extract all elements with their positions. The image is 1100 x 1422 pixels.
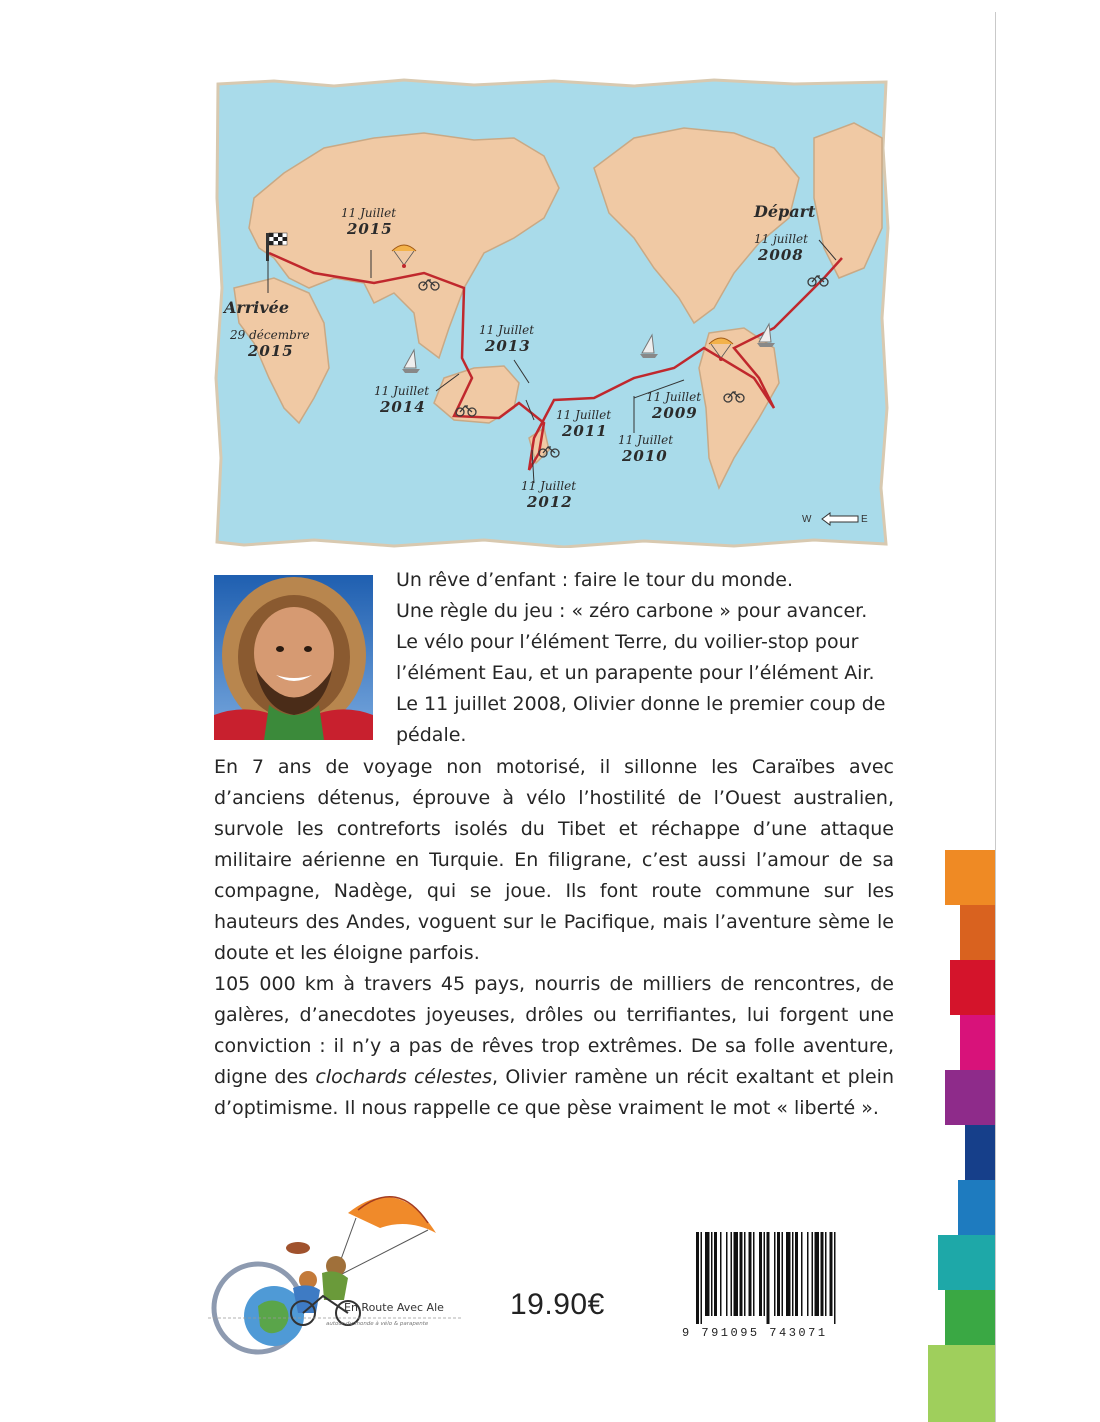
logo-tagline: autour du monde à vélo & parapente bbox=[326, 1321, 429, 1327]
barcode-bar bbox=[714, 1232, 717, 1316]
barcode-bar bbox=[701, 1232, 703, 1324]
barcode-bar bbox=[726, 1232, 728, 1316]
intro-line: Le 11 juillet 2008, Olivier donne le premier coup de pédale. bbox=[396, 693, 886, 746]
color-tab bbox=[960, 1015, 995, 1070]
barcode-bar bbox=[786, 1232, 791, 1316]
color-tab bbox=[950, 960, 995, 1015]
compass-e-label: E bbox=[861, 514, 868, 525]
map-label-2010: 11 Juillet 2010 bbox=[618, 433, 674, 465]
barcode-bar bbox=[767, 1232, 770, 1324]
barcode-bar bbox=[821, 1232, 824, 1316]
barcode-bar bbox=[720, 1232, 722, 1316]
barcode-bar bbox=[705, 1232, 710, 1316]
map-svg bbox=[214, 78, 890, 548]
color-tab bbox=[945, 1290, 995, 1345]
map-label-arrivee: Arrivée bbox=[224, 298, 290, 317]
book-reference-italic: clochards célestes bbox=[315, 1066, 492, 1088]
map-label-2011: 11 Juillet 2011 bbox=[556, 408, 612, 440]
author-photo bbox=[214, 575, 373, 740]
synopsis-text-part: 105 000 km à travers 45 pays, nourris de milliers de rencontres, de galères, d’anecdotes joyeuses, drôles ou terrifiantes, lui forgent une conviction : il n’y a pas de rêves trop extrêmes. De sa folle aventure, digne des bbox=[214, 973, 894, 1088]
barcode-bar bbox=[812, 1232, 814, 1316]
publisher-logo bbox=[208, 1178, 478, 1362]
barcode-bar bbox=[744, 1232, 746, 1316]
barcode-digits: 9 791095 743071 bbox=[682, 1326, 828, 1340]
world-map bbox=[214, 78, 890, 548]
map-label-arrivee-date: 29 décembre 2015 bbox=[230, 328, 310, 360]
map-label-2013: 11 Juillet 2013 bbox=[479, 323, 535, 355]
barcode-bar bbox=[731, 1232, 733, 1316]
map-label-2012: 11 Juillet 2012 bbox=[521, 479, 577, 511]
color-tab bbox=[938, 1235, 995, 1290]
color-tab bbox=[960, 905, 995, 960]
barcode-bar bbox=[815, 1232, 820, 1316]
barcode-bar bbox=[753, 1232, 755, 1316]
barcode-bar bbox=[734, 1232, 739, 1316]
barcode-bar bbox=[740, 1232, 743, 1316]
synopsis-paragraph-2 bbox=[214, 969, 894, 1124]
map-label-2014: 11 Juillet 2014 bbox=[374, 384, 430, 416]
barcode-bar bbox=[792, 1232, 794, 1316]
barcode-bar bbox=[759, 1232, 762, 1316]
price: 19.90€ bbox=[510, 1288, 605, 1321]
barcode-bar bbox=[801, 1232, 803, 1316]
intro-line: Le vélo pour l’élément Terre, du voilier-stop pour l’élément Eau, et un parapente pour l’élément Air. bbox=[396, 631, 875, 684]
map-label-depart-date: 11 juillet 2008 bbox=[754, 232, 808, 264]
color-tab bbox=[965, 1125, 995, 1180]
barcode-bar bbox=[777, 1232, 780, 1316]
barcode-bar bbox=[749, 1232, 752, 1316]
intro-line: Une règle du jeu : « zéro carbone » pour avancer. bbox=[396, 600, 868, 622]
synopsis-text-part: , Olivier ramène un récit exaltant et plein d’optimisme. Il nous rappelle ce que pèse vraiment le mot « liberté ». bbox=[214, 1066, 894, 1119]
barcode-bar bbox=[774, 1232, 776, 1316]
color-tab bbox=[928, 1345, 995, 1422]
barcode-bar bbox=[782, 1232, 784, 1316]
intro-text bbox=[396, 565, 894, 751]
intro-line: Un rêve d’enfant : faire le tour du monde. bbox=[396, 569, 793, 591]
logo-name: En Route Avec Ale bbox=[344, 1301, 444, 1314]
spine-line bbox=[995, 12, 996, 1422]
barcode-bar bbox=[834, 1232, 836, 1324]
compass-w-label: W bbox=[802, 514, 812, 525]
barcode-bar bbox=[825, 1232, 827, 1316]
map-label-depart: Départ bbox=[754, 202, 816, 221]
color-tab bbox=[958, 1180, 995, 1235]
color-tab bbox=[945, 1070, 995, 1125]
barcode-bars bbox=[678, 1232, 898, 1327]
barcode-bar bbox=[711, 1232, 713, 1316]
map-label-2009: 11 Juillet 2009 bbox=[646, 390, 702, 422]
barcode-bar bbox=[830, 1232, 833, 1316]
color-tab bbox=[945, 850, 995, 905]
map-label-2015: 11 Juillet 2015 bbox=[341, 206, 397, 238]
barcode-bar bbox=[696, 1232, 699, 1324]
barcode-bar bbox=[795, 1232, 798, 1316]
synopsis-paragraph: En 7 ans de voyage non motorisé, il sillonne les Caraïbes avec d’anciens détenus, éprouve à vélo l’hostilité de l’Ouest australien, survole les contreforts isolés du Tibet et réchappe d’une attaque militaire aérienne en Turquie. En filigrane, c’est aussi l’amour de sa compagne, Nadège, qui se joue. Ils font route commune sur les hauteurs des Andes, voguent sur le Pacifique, mais l’aventure sème le doute et les éloigne parfois. bbox=[214, 756, 894, 964]
synopsis-text bbox=[214, 752, 894, 1124]
barcode-bar bbox=[807, 1232, 809, 1316]
barcode-bar bbox=[764, 1232, 766, 1316]
